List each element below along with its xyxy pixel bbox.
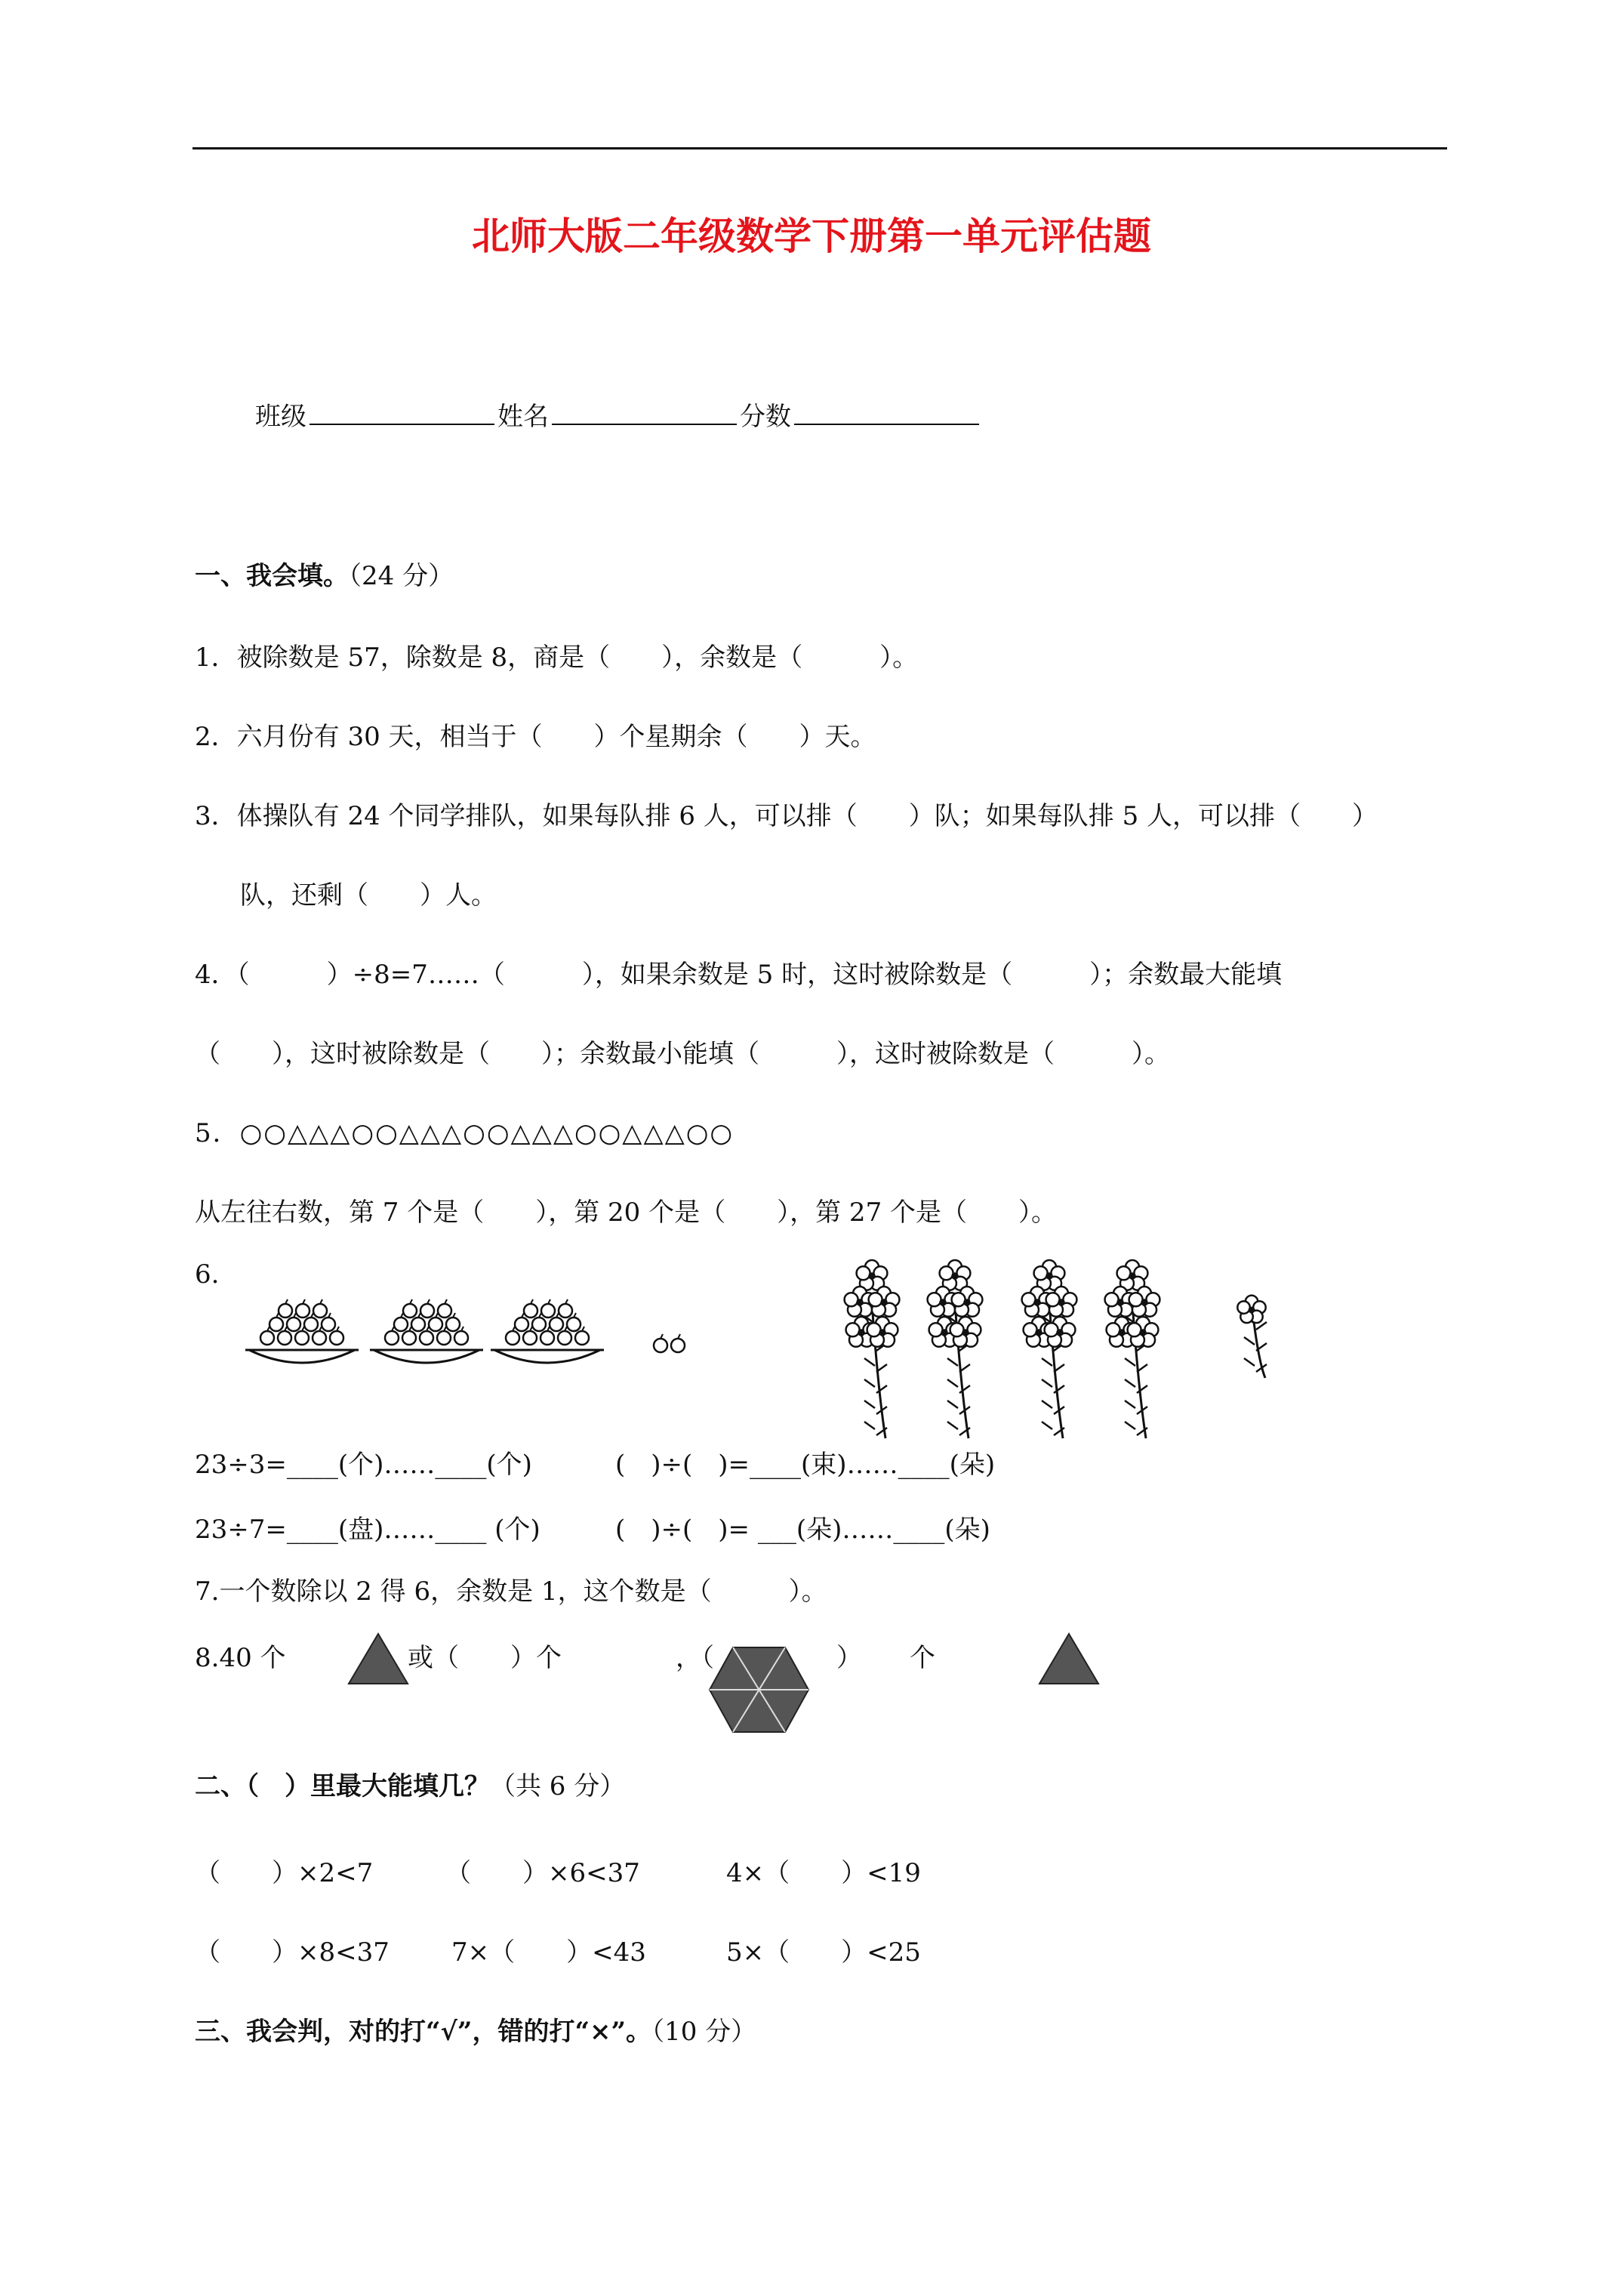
page-title: 北师大版二年级数学下册第一单元评估题	[472, 214, 1151, 258]
apple	[278, 1331, 291, 1345]
question-3-line1: 3．体操队有 24 个同学排队，如果每队排 6 人，可以排（ ）队；如果每队排 5 人，可以排（ ）	[195, 801, 1378, 831]
section2-r2c1: （ ）×8<37	[195, 1937, 390, 1968]
question-8-paren-close: ）	[836, 1643, 862, 1673]
question-8-count: 8.40 个	[195, 1643, 286, 1673]
question-8-unit: 个	[910, 1643, 935, 1673]
question-6-equation2-left: 23÷7=____(盘)……____ (个)	[195, 1515, 540, 1545]
question-6-equation2-right: ( )÷( )= ___(朵)……____(朵)	[615, 1515, 990, 1545]
flower-bunch	[1105, 1260, 1160, 1438]
apple	[559, 1304, 572, 1318]
score-label: 分数	[740, 402, 791, 432]
question-4-line2: （ ），这时被除数是（ ）；余数最小能填（ ），这时被除数是（ ）。	[195, 1039, 1170, 1069]
apple	[403, 1304, 417, 1318]
apple	[322, 1318, 335, 1331]
apple	[671, 1339, 685, 1352]
apple	[567, 1318, 581, 1331]
apple	[420, 1331, 433, 1345]
triangle-shape-2	[1038, 1632, 1100, 1685]
name-blank[interactable]	[552, 401, 737, 425]
apple	[438, 1304, 451, 1318]
top-rule	[192, 147, 1447, 149]
section2-r2c2: 7×（ ）<43	[451, 1937, 646, 1968]
class-blank[interactable]	[310, 401, 494, 425]
section2-heading	[195, 1771, 625, 1801]
apple	[295, 1331, 309, 1345]
apple	[402, 1331, 416, 1345]
apple	[411, 1318, 425, 1331]
class-label: 班级	[255, 402, 306, 432]
apple	[313, 1331, 326, 1345]
section2-r1c1: （ ）×2<7	[195, 1858, 374, 1888]
section2-r1c3: 4×（ ）<19	[726, 1858, 921, 1888]
apple	[446, 1318, 460, 1331]
apple	[279, 1304, 292, 1318]
question-4-line1: 4．（ ）÷8=7……（ ），如果余数是 5 时，这时被除数是（ ）；余数最大能填	[195, 960, 1283, 990]
apple	[524, 1304, 537, 1318]
flower-bunch	[1237, 1296, 1267, 1378]
score-blank[interactable]	[794, 401, 979, 425]
section1-title: 一、我会填。	[195, 561, 349, 591]
apple	[540, 1331, 554, 1345]
section2-points: （共 6 分）	[490, 1771, 626, 1801]
apple	[454, 1331, 468, 1345]
question-5-line1: 5．○○△△△○○△△△○○△△△○○△△△○○	[195, 1118, 735, 1148]
question-5-line2: 从左往右数，第 7 个是（ ），第 20 个是（ ），第 27 个是（ ）。	[195, 1197, 1058, 1228]
question-6-equation1-left: 23÷3=____(个)……____(个)	[195, 1450, 532, 1480]
apple	[515, 1318, 528, 1331]
apple	[541, 1304, 555, 1318]
apple	[532, 1318, 546, 1331]
section3-points: （10 分）	[651, 2017, 757, 2047]
apple	[420, 1304, 434, 1318]
question-8-or-blank: 或（ ）个	[408, 1643, 562, 1673]
section2-title: 二、（ ）里最大能填几？	[195, 1771, 490, 1801]
apple	[385, 1331, 399, 1345]
info-line	[255, 401, 982, 432]
apple	[429, 1318, 442, 1331]
apple-plate	[491, 1299, 604, 1363]
section3-heading	[195, 2017, 756, 2047]
section3-title: 三、我会判，对的打“√”，错的打“×”。	[195, 2017, 652, 2047]
apple	[506, 1331, 519, 1345]
flower-bunches-illustration	[838, 1257, 1291, 1450]
apple	[550, 1318, 563, 1331]
apple	[296, 1304, 310, 1318]
question-6-equation1-right: ( )÷( )=____(束)……____(朵)	[615, 1450, 996, 1480]
apple	[437, 1331, 451, 1345]
section2-r2c3: 5×（ ）<25	[726, 1937, 921, 1968]
question-8-paren-open: ，（	[676, 1643, 714, 1673]
apple-plate	[245, 1299, 359, 1363]
apple	[575, 1331, 589, 1345]
apple	[330, 1331, 343, 1345]
apple-plates-illustration	[242, 1291, 710, 1382]
flower-bunch	[928, 1260, 983, 1438]
flower-bunch	[1022, 1260, 1077, 1438]
apple	[654, 1339, 667, 1352]
hexagon-shape	[708, 1646, 810, 1734]
question-1: 1．被除数是 57，除数是 8，商是（ ），余数是（ ）。	[195, 643, 919, 673]
section1-points: （24 分）	[349, 561, 454, 591]
apple	[304, 1318, 318, 1331]
apple	[523, 1331, 537, 1345]
section2-r1c2: （ ）×6<37	[445, 1858, 640, 1888]
loose-apples	[654, 1334, 685, 1352]
question-2: 2．六月份有 30 天，相当于（ ）个星期余（ ）天。	[195, 722, 876, 752]
question-6-label: 6.	[195, 1259, 220, 1290]
name-label: 姓名	[497, 402, 549, 432]
question-7: 7.一个数除以 2 得 6，余数是 1，这个数是（ ）。	[195, 1576, 827, 1607]
apple	[394, 1318, 408, 1331]
section1-heading	[195, 561, 454, 591]
triangle-shape-1	[347, 1632, 409, 1685]
apple	[260, 1331, 274, 1345]
flower-bunch	[845, 1260, 900, 1438]
apple	[287, 1318, 300, 1331]
question-3-line2: 队，还剩（ ）人。	[240, 880, 497, 911]
apple	[558, 1331, 571, 1345]
apple	[269, 1318, 283, 1331]
apple-plate	[370, 1299, 483, 1363]
apple	[313, 1304, 327, 1318]
